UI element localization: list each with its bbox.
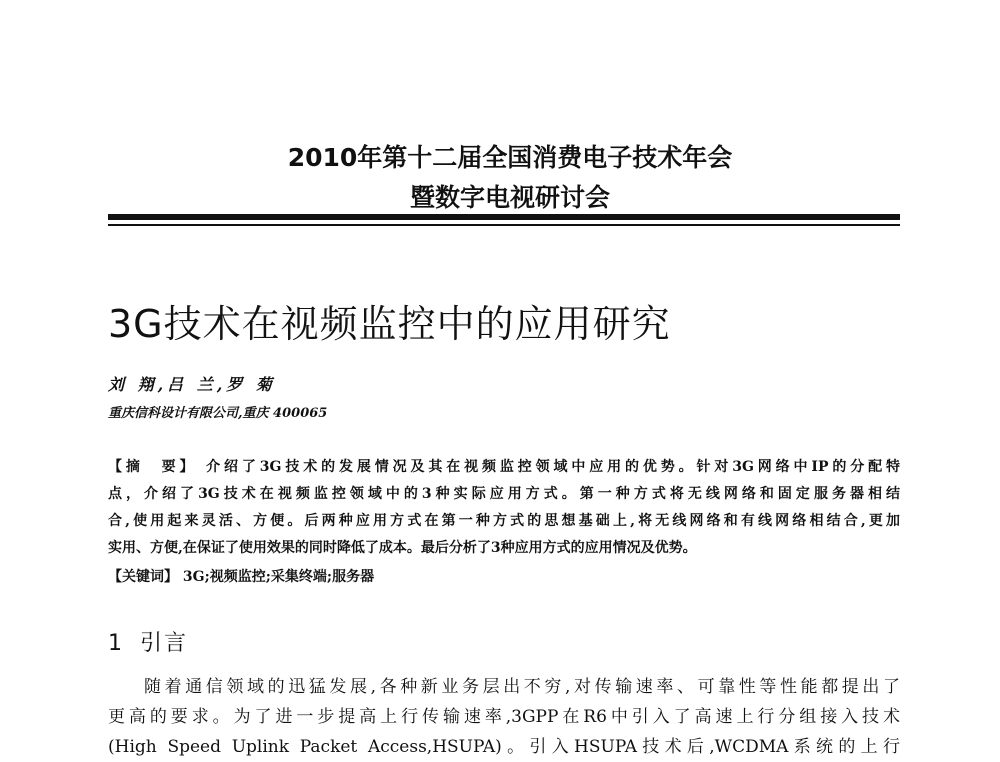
body-line: 随着通信领域的迅猛发展,各种新业务层出不穷,对传输速率、可靠性等性能都提出了 (144, 677, 900, 697)
keywords-label: 【关键词】 (108, 569, 178, 585)
abstract-label: 【摘 要】 (108, 459, 198, 475)
conference-title-line1: 2010年第十二届全国消费电子技术年会 (287, 143, 733, 172)
keywords (108, 564, 374, 591)
intro-paragraph (108, 672, 900, 762)
abstract-line-text: 介绍了3G技术的发展情况及其在视频监控领域中应用的优势。针对3G网络中IP的分配特 (206, 459, 901, 475)
section-number: 1 (108, 631, 124, 656)
conference-title-line2: 暨数字电视研讨会 (409, 183, 610, 212)
section-heading (108, 628, 188, 660)
abstract-block (108, 454, 900, 562)
abstract-line: 点，介绍了3G技术在视频监控领域中的3种实际应用方式。第一种方式将无线网络和固定服务器相结 (108, 486, 900, 502)
abstract-line: 实用、方便,在保证了使用效果的同时降低了成本。最后分析了3种应用方式的应用情况及优势。 (108, 540, 697, 556)
body-line: (High Speed Uplink Packet Access,HSUPA)。引入HSUPA技术后,WCDMA系统的上行 (108, 737, 900, 757)
body-line: 更高的要求。为了进一步提高上行传输速率,3GPP在R6中引入了高速上行分组接入技术 (108, 707, 900, 727)
abstract-line (108, 454, 900, 481)
conference-header (0, 138, 1000, 218)
authors: 刘 翔,吕 兰,罗 菊 (108, 375, 276, 394)
header-rule-thick (108, 214, 900, 220)
keywords-text: 3G;视频监控;采集终端;服务器 (182, 569, 375, 585)
header-rule-thin (108, 224, 900, 226)
section-title: 引言 (140, 631, 189, 656)
abstract-line: 合,使用起来灵活、方便。后两种应用方式在第一种方式的思想基础上,将无线网络和有线网络相结合,更加 (108, 513, 900, 529)
affiliation: 重庆信科设计有限公司,重庆 400065 (108, 406, 328, 421)
paper-title: 3G技术在视频监控中的应用研究 (108, 302, 671, 346)
